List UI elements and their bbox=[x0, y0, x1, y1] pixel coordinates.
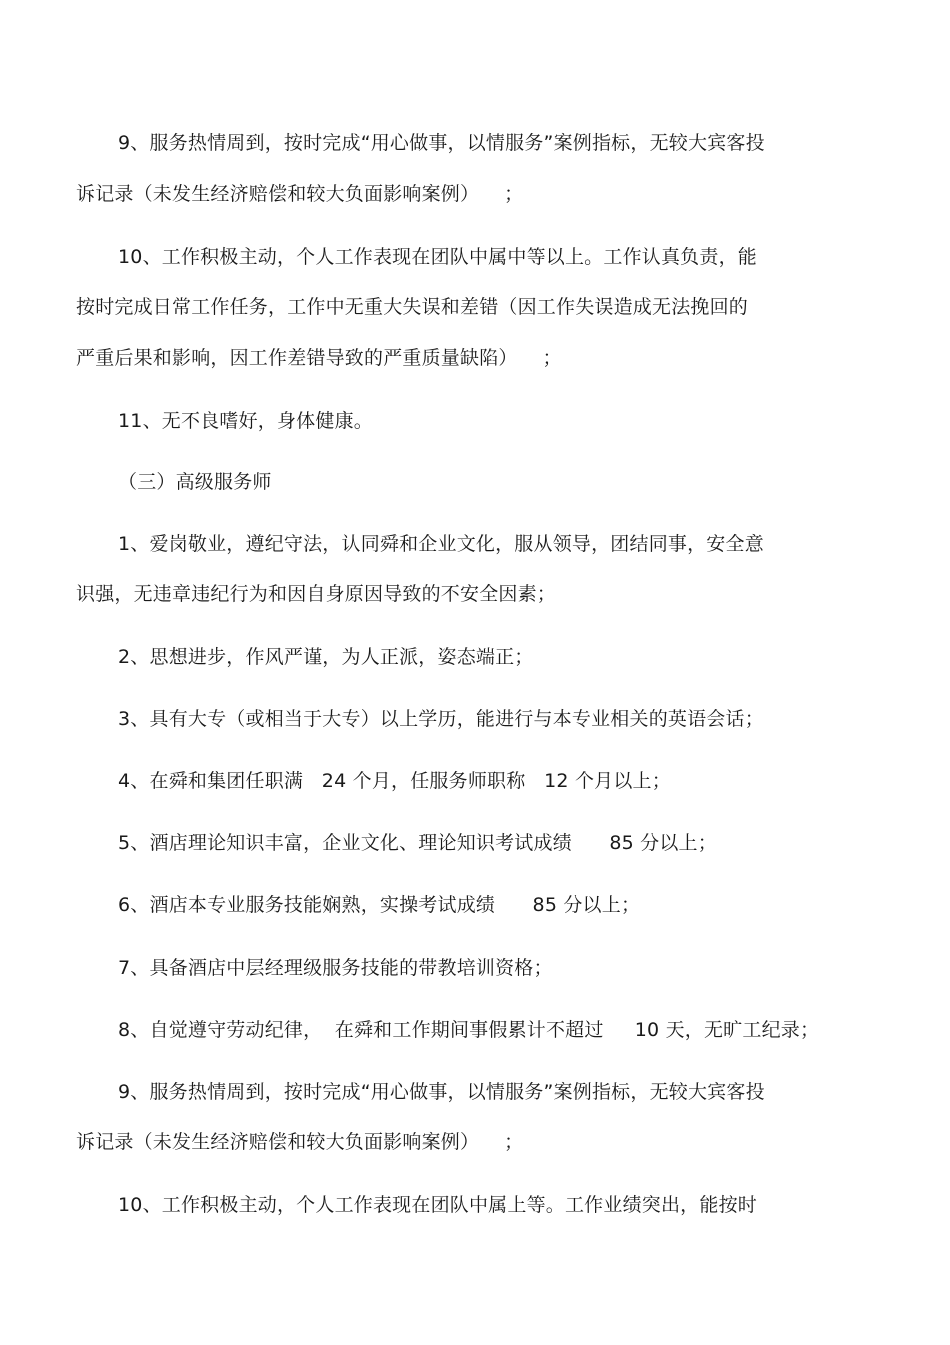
text-line: 11、无不良嗜好，身体健康。 bbox=[118, 410, 373, 432]
text-line: 5、酒店理论知识丰富，企业文化、理论知识考试成绩 85 分以上； bbox=[118, 832, 717, 854]
text-line: 10、工作积极主动，个人工作表现在团队中属上等。工作业绩突出，能按时 bbox=[118, 1194, 757, 1216]
text-line: 9、服务热情周到，按时完成“用心做事，以情服务”案例指标，无较大宾客投 bbox=[118, 132, 765, 154]
text-line: 识强，无违章违纪行为和因自身原因导致的不安全因素； bbox=[76, 583, 557, 605]
text-line: 10、工作积极主动，个人工作表现在团队中属中等以上。工作认真负责，能 bbox=[118, 246, 757, 268]
text-line: 按时完成日常工作任务，工作中无重大失误和差错（因工作失误造成无法挽回的 bbox=[76, 296, 749, 318]
text-line: 诉记录（未发生经济赔偿和较大负面影响案例） ； bbox=[76, 183, 524, 205]
text-line: 3、具有大专（或相当于大专）以上学历，能进行与本专业相关的英语会话； bbox=[118, 708, 764, 730]
text-line: 1、爱岗敬业，遵纪守法，认同舜和企业文化，服从领导，团结同事，安全意 bbox=[118, 533, 764, 555]
text-line: 9、服务热情周到，按时完成“用心做事，以情服务”案例指标，无较大宾客投 bbox=[118, 1081, 765, 1103]
text-line: 7、具备酒店中层经理级服务技能的带教培训资格； bbox=[118, 957, 553, 979]
text-line: 4、在舜和集团任职满 24 个月，任服务师职称 12 个月以上； bbox=[118, 770, 671, 792]
text-line: 8、自觉遵守劳动纪律， 在舜和工作期间事假累计不超过 10 天，无旷工纪录； bbox=[118, 1019, 820, 1041]
text-line: 诉记录（未发生经济赔偿和较大负面影响案例） ； bbox=[76, 1131, 524, 1153]
section-heading: （三）高级服务师 bbox=[118, 471, 272, 493]
text-line: 严重后果和影响，因工作差错导致的严重质量缺陷） ； bbox=[76, 347, 562, 369]
text-line: 6、酒店本专业服务技能娴熟，实操考试成绩 85 分以上； bbox=[118, 894, 641, 916]
text-line: 2、思想进步，作风严谨，为人正派，姿态端正； bbox=[118, 646, 534, 668]
